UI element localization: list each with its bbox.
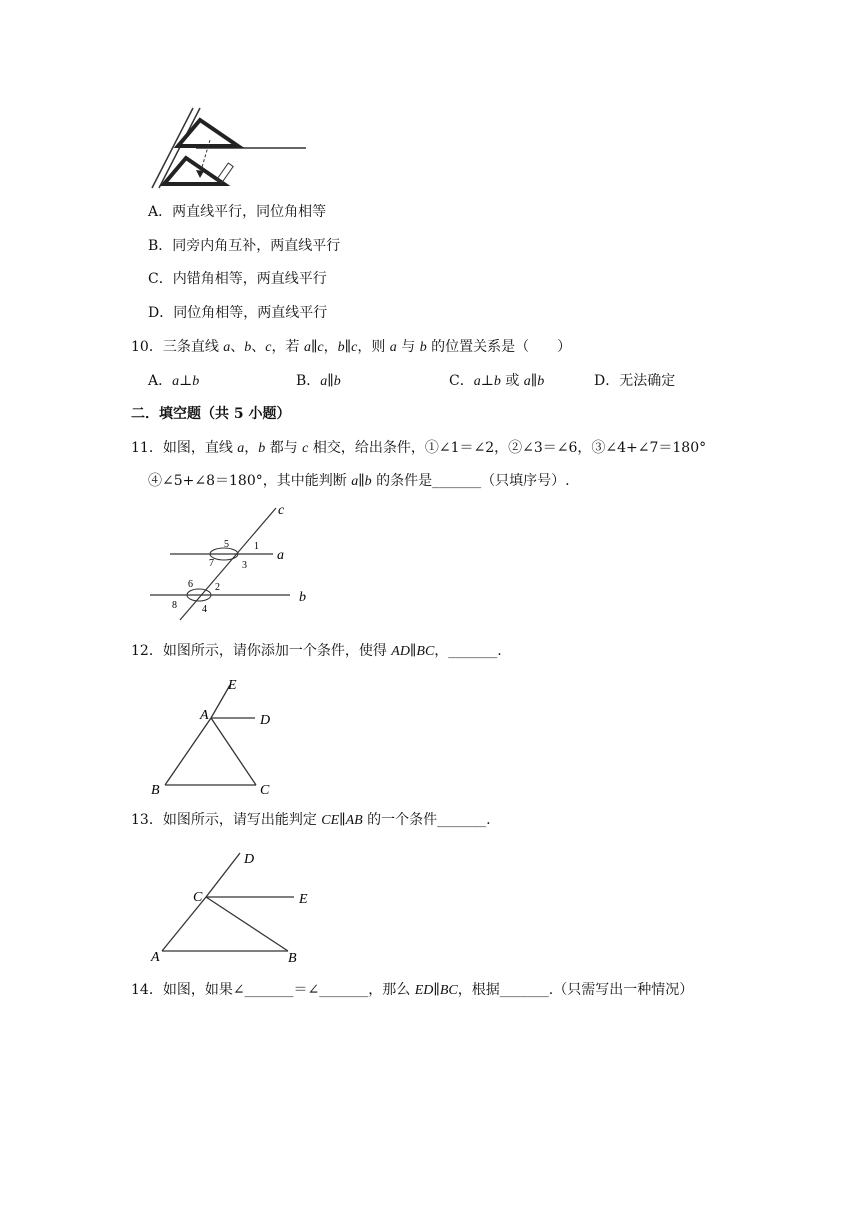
q10-stem-mid1: ，若 [271,339,304,355]
segment-AC [211,718,256,785]
label-E: E [228,678,237,693]
q10-stem-mid2: ，则 [357,339,390,355]
label-b: b [299,590,306,605]
q10-with: 与 [396,339,420,355]
q11-b: b [258,441,266,456]
q10-b2: b [419,340,427,355]
q10-option-d: D．无法确定 [594,373,676,389]
q10-par2: b∥c [337,340,358,355]
label-6: 6 [188,579,193,590]
q10-sep1: 、 [230,339,245,355]
q10-stem-pre: 三条直线 [162,339,224,355]
q9-option-a: A．两直线平行，同位角相等 [148,204,327,220]
label-C: C [260,783,270,798]
q12-pre: 12．如图所示，请你添加一个条件，使得 [131,643,392,659]
q11-c: c [302,441,309,456]
q9-set-square-figure [148,108,318,188]
section2-title: 二．填空题（共 5 小题） [131,406,291,422]
label-8: 8 [172,600,177,611]
segment-CA [162,897,206,951]
q12-stem [131,641,502,662]
q11-parallel-lines-figure [148,500,318,620]
q10-c: c [265,340,272,355]
label-B: B [288,951,297,966]
q10-option-c-text2: a∥b [523,374,545,389]
q12-post: ，_______. [434,643,502,659]
transversal-c [180,508,276,620]
q11-par: a∥b [351,474,372,489]
label-D: D [244,852,255,867]
q10-par1: a∥c [303,340,324,355]
q10-option-b-text: a∥b [320,374,341,389]
label-2: 2 [215,582,220,593]
q10-a2: a [389,340,397,355]
q9-option-d: D．同位角相等，两直线平行 [148,305,328,321]
segment-CD [206,853,240,897]
q9-option-b: B．同旁内角互补，两直线平行 [148,238,341,254]
q13-pre: 13．如图所示，请写出能判定 [131,812,322,828]
arrow-head [196,170,204,178]
label-5: 5 [224,539,229,550]
q12-triangle-figure [148,675,288,798]
label-E: E [299,892,308,907]
q11-line1-pre: 11．如图，直线 [131,440,238,456]
q10-option-a [148,371,199,392]
q10-option-b-label: B． [296,373,321,389]
q10-sep2: 、 [251,339,266,355]
q10-stem [131,337,571,358]
q14-post: ，根据_______.（只需写出一种情况） [457,982,694,998]
q13-stem [131,810,491,831]
label-3: 3 [242,560,247,571]
label-A: A [151,950,160,965]
q13-par: CE∥AB [321,813,363,828]
q10-number: 10． [131,339,163,355]
label-4: 4 [202,604,207,615]
label-a: a [277,548,284,563]
label-c: c [278,503,285,518]
set-square-upper [178,120,238,146]
q13-post: 的一个条件_______. [362,812,491,828]
q11-line1 [131,438,706,459]
q12-par: AD∥BC [391,644,435,659]
label-C: C [193,890,203,905]
segment-AB [165,718,211,785]
q11-line2 [148,471,570,492]
label-7: 7 [209,558,214,569]
segment-CB [206,897,288,951]
q10-a: a [223,340,231,355]
q10-option-a-label: A． [148,373,173,389]
q14-par: ED∥BC [414,983,458,998]
q11-comma: ， [244,440,259,456]
label-B: B [151,783,160,798]
q11-line1-post: 相交，给出条件，①∠1＝∠2，②∠3＝∠6，③∠4+∠7＝180° [308,440,707,456]
q10-option-c-label: C． [449,373,474,389]
q10-option-c-text1: a⊥b [473,374,501,389]
q10-option-a-text: a⊥b [172,374,200,389]
label-D: D [260,713,271,728]
label-1: 1 [254,541,259,552]
q9-option-c: C．内错角相等，两直线平行 [148,271,327,287]
label-A: A [200,708,209,723]
q10-option-c [449,371,544,392]
q10-b: b [244,340,252,355]
q14-pre: 14．如图，如果∠_______＝∠_______，那么 [131,982,415,998]
q14-stem [131,980,693,1001]
q13-figure [148,845,328,965]
q11-a: a [237,441,245,456]
q10-stem-end: 的位置关系是（ ） [426,339,572,355]
q10-option-c-or: 或 [500,373,524,389]
q10-comma: ， [323,339,338,355]
q11-line2-post: 的条件是_______（只填序号）. [371,473,570,489]
q11-mid: 都与 [265,440,303,456]
q11-line2-pre: ④∠5+∠8＝180°，其中能判断 [148,473,352,489]
q10-option-b [296,371,341,392]
